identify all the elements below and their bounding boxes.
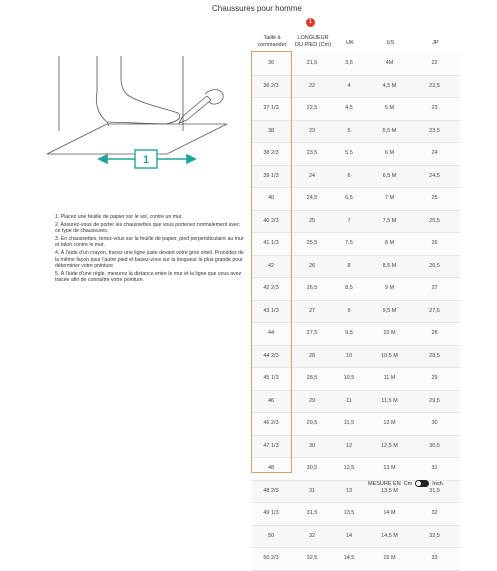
length-cell: 24 — [308, 172, 316, 179]
length-cell: 31 — [308, 487, 316, 494]
instruction-step-1: 1. Placez une feuille de papier sur le sol, contre un mur. — [55, 214, 183, 220]
length-cell: 32,5 — [306, 555, 318, 561]
length-cell: 24,5 — [306, 195, 318, 201]
uk-cell: 5,5 — [345, 150, 353, 156]
uk-cell: 13 — [345, 487, 353, 494]
length-cell: 26,5 — [306, 285, 318, 291]
jp-cell: 31,5 — [429, 487, 440, 494]
length-cell: 28 — [308, 352, 316, 359]
table-row — [252, 278, 460, 301]
size-cell: 48 — [267, 465, 275, 471]
jp-cell: 25,5 — [429, 217, 440, 224]
instructions — [55, 214, 245, 285]
jp-cell: 31 — [431, 465, 438, 471]
length-cell: 30,5 — [306, 465, 318, 471]
unit-toggle[interactable] — [415, 480, 429, 487]
table-row — [252, 368, 460, 391]
jp-cell: 29 — [431, 375, 438, 381]
foot-measure-illustration — [45, 56, 230, 171]
us-cell: 7,5 M — [382, 217, 397, 224]
jp-cell: 30 — [431, 420, 438, 426]
us-cell: 13,5 M — [381, 487, 398, 494]
us-cell: 11 M — [383, 375, 396, 381]
jp-cell: 23 — [431, 105, 438, 111]
jp-cell: 28 — [431, 330, 438, 336]
header-size: Taille à commander — [257, 35, 287, 48]
size-cell: 45 1/3 — [263, 375, 279, 381]
table-row — [252, 76, 460, 99]
table-row — [252, 143, 460, 166]
length-cell: 27,5 — [306, 330, 318, 336]
size-cell: 49 1/3 — [263, 510, 279, 516]
length-cell: 22,5 — [306, 105, 318, 111]
us-cell: 15 M — [383, 555, 396, 561]
jp-cell: 26 — [431, 240, 438, 246]
instruction-step-2: 2. Assurez-vous de porter les chaussettes que vous porteriez normalement avec ce type de chaussures. — [55, 221, 240, 235]
jp-cell: 26,5 — [429, 262, 440, 269]
length-cell: 32 — [308, 532, 316, 539]
size-cell: 41 1/3 — [263, 240, 279, 246]
length-cell: 27 — [308, 307, 316, 314]
uk-cell: 11,5 — [343, 420, 355, 426]
header-uk: UK — [346, 40, 354, 46]
unit-label: MESURE EN — [368, 480, 401, 487]
table-row — [252, 233, 460, 256]
jp-cell: 32 — [431, 510, 438, 516]
jp-cell: 24,5 — [429, 172, 440, 179]
size-cell: 42 2/3 — [263, 285, 279, 291]
us-cell: 10,5 M — [381, 352, 398, 359]
uk-cell: 9,5 — [345, 330, 353, 336]
table-row — [252, 458, 460, 481]
header-us: US — [386, 40, 395, 46]
us-cell: 4M — [385, 60, 394, 66]
us-cell: 5 M — [384, 105, 395, 111]
table-row — [252, 391, 460, 414]
length-cell: 23 — [308, 127, 316, 134]
jp-cell: 27 — [431, 285, 438, 291]
table-row — [252, 413, 460, 436]
table-row — [252, 121, 460, 144]
table-row — [252, 301, 460, 324]
size-cell: 40 — [267, 195, 275, 201]
uk-cell: 11 — [346, 397, 352, 404]
uk-cell: 12,5 — [343, 465, 355, 471]
uk-cell: 3,5 — [345, 60, 353, 66]
us-cell: 14,5 M — [381, 532, 398, 539]
uk-cell: 7 — [347, 217, 351, 224]
us-cell: 13 M — [383, 465, 396, 471]
size-cell: 38 2/3 — [263, 150, 279, 156]
measure-label: 1 — [142, 154, 150, 166]
table-row — [252, 548, 460, 571]
uk-cell: 10,5 — [343, 375, 355, 381]
uk-cell: 8 — [347, 262, 351, 269]
table-row — [252, 323, 460, 346]
size-cell: 46 — [267, 397, 275, 404]
unit-switch — [368, 480, 443, 487]
length-cell: 30 — [308, 442, 316, 449]
us-cell: 14 M — [383, 510, 396, 516]
table-row — [252, 53, 460, 76]
table-row — [252, 166, 460, 189]
page-title: Chaussures pour homme — [212, 4, 302, 13]
size-cell: 50 2/3 — [263, 555, 279, 561]
length-cell: 25 — [308, 217, 316, 224]
uk-cell: 14,5 — [343, 555, 355, 561]
size-cell: 43 1/3 — [263, 307, 279, 314]
jp-cell: 25 — [431, 195, 438, 201]
table-row — [252, 188, 460, 211]
length-cell: 22 — [308, 82, 316, 89]
uk-cell: 5 — [347, 127, 351, 134]
size-cell: 48 2/3 — [263, 487, 279, 494]
size-cell: 42 — [267, 262, 275, 269]
length-cell: 29,5 — [306, 420, 318, 426]
table-row — [252, 211, 460, 234]
length-cell: 21,5 — [306, 60, 318, 66]
jp-cell: 33 — [431, 555, 438, 561]
size-cell: 38 — [267, 127, 275, 134]
size-cell: 44 2/3 — [263, 352, 279, 359]
us-cell: 9 M — [384, 285, 395, 291]
uk-cell: 4,5 — [345, 105, 353, 111]
table-row — [252, 503, 460, 526]
length-cell: 26 — [308, 262, 316, 269]
uk-cell: 6,5 — [345, 195, 353, 201]
table-row — [252, 526, 460, 549]
size-cell: 39 1/3 — [263, 172, 279, 179]
jp-cell: 30,5 — [429, 442, 440, 449]
size-cell: 36 2/3 — [263, 82, 279, 89]
jp-cell: 22,5 — [429, 82, 440, 89]
uk-cell: 13,5 — [343, 510, 355, 516]
table-row — [252, 346, 460, 369]
uk-cell: 10 — [345, 352, 353, 359]
unit-inch: Inch — [432, 480, 443, 487]
jp-cell: 22 — [431, 60, 438, 66]
instruction-step-4: 4. À l'aide d'un crayon, tracez une ligne juste devant votre gros orteil. Procédez de la même façon pour l'autre pied et basez-vous sur la longueur la plus grande pour déterminer votre pointure. — [55, 249, 244, 270]
us-cell: 12 M — [383, 420, 396, 426]
us-cell: 12,5 M — [381, 442, 398, 449]
size-cell: 50 — [267, 532, 275, 539]
uk-cell: 8,5 — [345, 285, 353, 291]
size-cell: 46 2/3 — [263, 420, 279, 426]
us-cell: 4,5 M — [382, 82, 397, 89]
table-row — [252, 256, 460, 279]
us-cell: 10 M — [383, 330, 396, 336]
jp-cell: 23,5 — [429, 127, 440, 134]
length-cell: 25,5 — [306, 240, 318, 246]
instruction-step-3: 3. En chaussettes, tenez-vous sur la feuille de papier, pied perpendiculaire au mur et talon contre le mur. — [55, 235, 244, 249]
unit-cm: Cm — [403, 480, 413, 487]
jp-cell: 32,5 — [429, 532, 440, 539]
size-cell: 37 1/3 — [263, 105, 279, 111]
size-cell: 44 — [267, 330, 275, 336]
us-cell: 6 M — [384, 150, 395, 156]
length-cell: 23,5 — [306, 150, 318, 156]
jp-cell: 28,5 — [429, 352, 440, 359]
us-cell: 11,5 M — [381, 397, 398, 404]
table-row — [252, 98, 460, 121]
uk-cell: 6 — [347, 172, 351, 179]
header-jp: JP — [432, 40, 439, 46]
jp-cell: 27,5 — [429, 307, 440, 314]
us-cell: 8,5 M — [382, 262, 397, 269]
jp-cell: 29,5 — [429, 397, 440, 404]
us-cell: 5,5 M — [382, 127, 397, 134]
uk-cell: 4 — [347, 82, 351, 89]
length-cell: 29 — [308, 397, 316, 404]
length-cell: 31,5 — [306, 510, 318, 516]
instruction-step-5: 5. À l'aide d'une règle, mesurez la distance entre le mur et la ligne que vous avez tracée afin de connaître votre pointure. — [55, 270, 242, 284]
us-cell: 6,5 M — [382, 172, 397, 179]
size-cell: 36 — [267, 60, 275, 66]
uk-cell: 7,5 — [345, 240, 353, 246]
us-cell: 9,5 M — [382, 307, 397, 314]
size-table — [252, 53, 460, 571]
us-cell: 8 M — [384, 240, 395, 246]
uk-cell: 9 — [347, 307, 351, 314]
jp-cell: 24 — [431, 150, 438, 156]
length-cell: 28,5 — [306, 375, 318, 381]
table-row — [252, 436, 460, 459]
us-cell: 7 M — [384, 195, 395, 201]
size-cell: 47 1/3 — [263, 442, 279, 449]
uk-cell: 14 — [345, 532, 353, 539]
step-badge: 1 — [306, 18, 315, 27]
size-cell: 40 2/3 — [263, 217, 279, 224]
uk-cell: 12 — [345, 442, 353, 449]
header-foot-length: LONGUEUR DU PIED (Cm) — [294, 35, 332, 48]
